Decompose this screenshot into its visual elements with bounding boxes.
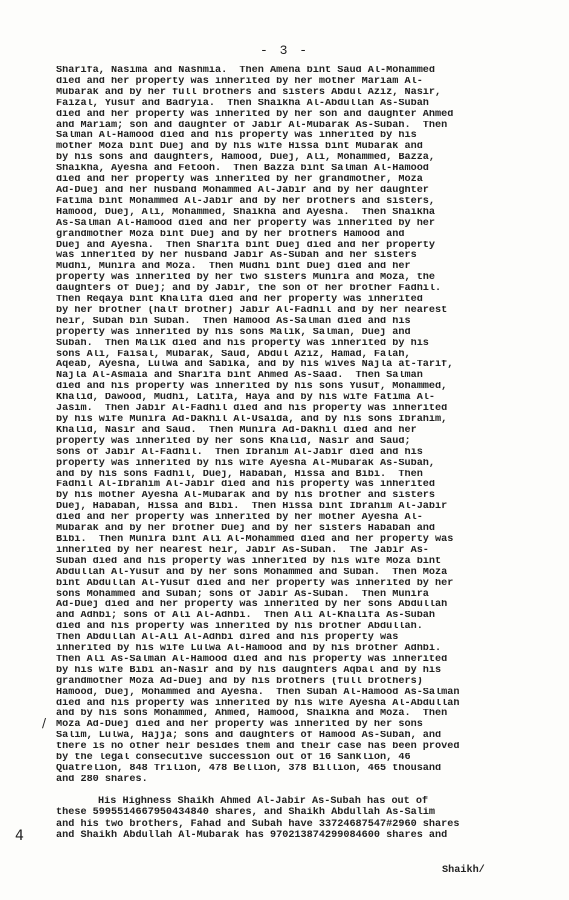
text-line: by his wife Bibi an-Nasir and by his daughters Aqbal and by his	[56, 665, 442, 676]
text-line: Fadhil Al-Ibrahim Al-Jabir died and his property was inherited	[56, 480, 436, 491]
text-line: and by his sons Mohammed, Ahmed, Hamood, Shaikha and Moza. Then	[56, 709, 448, 720]
text-line: daughters of Duej; and by Jabir, the son of her brother Fadhil.	[56, 284, 442, 295]
text-line: was inherited by her husband Jabir As-Subah and her sisters	[56, 251, 417, 262]
text-line: Hamood, Duej, Mohammed and Ayesha. Then Subah Al-Hamood As-Salman	[56, 687, 460, 698]
text-line: by his mother Ayesha Al-Mubarak and by his brother and sisters	[56, 491, 436, 502]
text-line: Bibi. Then Munira bint Ali Al-Mohammed died and her property was	[56, 534, 454, 545]
text-line: died and her property was inherited by her mother Mariam Al-	[56, 76, 423, 87]
text-line: died and his property was inherited by his sons Yusuf, Mohammed,	[56, 382, 448, 393]
text-line: died and his property was inherited by his brother Abdullah.	[56, 622, 423, 633]
text-line: His Highness Shaikh Ahmed Al-Jabir As-Subah has out of	[98, 796, 429, 807]
text-line: there is no other heir besides them and their case has been proved	[56, 742, 460, 753]
text-line: Salman Al-Hamood died and his property was inherited by his	[56, 131, 417, 142]
text-line: Ad-Duej and her husband Mohammed Al-Jabir and by her daughter	[56, 185, 429, 196]
text-line: property was inherited by his wife Ayesha Al-Mubarak As-Subah,	[56, 458, 436, 469]
text-line: by the legal consecutive succession out of 16 Sanklion, 46	[56, 753, 411, 764]
text-line: grandmother Moza Ad-Duej and by his brothers (full brothers)	[56, 676, 423, 687]
page-number: - 3 -	[259, 43, 309, 58]
text-line: Abdullah Al-Yusuf and by her sons Mohammed and Subah. Then Moza	[56, 567, 448, 578]
text-line: Subah. Then Malik died and his property was inherited by his	[56, 338, 429, 349]
text-line: Khalid, Dawood, Mudhi, Latifa, Haya and by his wife Fatima Al-	[56, 393, 436, 404]
text-line: by his wife Munira Ad-Dakhil Al-Usaida, and by his sons Ibrahim,	[56, 415, 448, 425]
text-line: Quatrelion, 848 Trilion, 478 Bellion, 378 Billion, 465 thousand	[56, 764, 442, 774]
text-line: Aqeab, Ayesha, Lulwa and Sabika, and by his wives Najla at-Tarif,	[56, 360, 454, 371]
text-line: grandmother Moza bint Duej and by her brothers Hamood and	[56, 229, 405, 240]
text-line: Then Abdullah Al-Ali Al-Adhbi dired and his property was	[56, 633, 399, 644]
text-line: property was inherited by her sons Khalid, Nasir and Saud;	[56, 436, 411, 447]
text-line: Khalid, Nasir and Saud. Then Munira Ad-Dakhil died and her	[56, 425, 417, 436]
text-line: died and her property was inherited by her son and daughter Ahmed	[56, 109, 454, 120]
text-line: Jasim. Then Jabir Al-Fadhil died and his property was inherited	[56, 404, 448, 415]
text-line: died and his property was inherited by his wife Ayesha Al-Abdullah	[56, 698, 460, 709]
text-line: property was inherited by his sons Malik, Salman, Duej and	[56, 327, 411, 338]
text-line: inherited by his wife Lulwa Al-Hamood and by his brother Adhbi.	[56, 644, 442, 655]
text-line: and by his sons Fadhil, Duej, Hababah, Hissa and Bibi. Then	[56, 469, 423, 480]
text-line: and 280 shares.	[56, 774, 148, 785]
text-line: Then Ali As-Salman Al-Hamood died and his property was inherited	[56, 654, 448, 665]
text-line: Sharifa, Nasima and Nashmia. Then Amena bint Saud Al-Mohammed	[56, 66, 436, 76]
text-line: Moza Ad-Duej died and her property was inherited by her sons	[56, 720, 423, 731]
next-page-catchword: Shaikh/	[442, 865, 485, 876]
text-line: Shaikha, Ayesha and Fetooh. Then Bazza bint Salman Al-Hamood	[56, 164, 429, 175]
text-line: Mudhi, Munira and Moza. Then Mudhi bint Duej died and her	[56, 262, 411, 273]
text-line: Duej and Ayesha. Then Sharifa bint Duej died and her property	[56, 240, 436, 251]
text-line: Ad-Duej died and her property was inherited by her sons Abdullah	[56, 600, 448, 611]
text-line: died and her property was inherited by her mother Ayesha Al-	[56, 513, 423, 524]
text-line: mother Moza bint Duej and by his wife Hissa bint Mubarak and	[56, 142, 423, 153]
text-line: Subah died and his property was inherited by his wife Moza bint	[56, 556, 442, 567]
text-line: As-Salman Al-Hamood died and her property was inherited by her	[56, 218, 436, 229]
text-line: these 5995514667950434840 shares, and Shaikh Abdullah As-Salim	[56, 807, 436, 819]
text-line: Hamood, Duej, Ali, Mohammed, Shaikha and Ayesha. Then Shaikha	[56, 207, 436, 218]
text-line: Then Reqaya bint Khalifa died and her property was inherited	[56, 295, 423, 306]
text-line: died and her property was inherited by her grandmother, Moza	[56, 175, 423, 186]
text-line: Faizal, Yusuf and Badryia. Then Shaikha Al-Abdullah As-Subah	[56, 98, 429, 109]
text-line: and Adhbi; sons of Ali Al-Adhbi. Then Ali Al-Khalifa As-Subah	[56, 611, 436, 622]
text-line: by his sons and daughters, Hamood, Duej, Ali, Mohammed, Bazza,	[56, 153, 436, 164]
margin-handwritten-mark: 4	[15, 828, 24, 844]
text-line: sons of Jabir Al-Fadhil. Then Ibrahim Al-Jabir died and his	[56, 447, 423, 458]
text-line: property was inherited by her two sisters Munira and Moza, the	[56, 273, 436, 284]
text-line: inherited by her nearest heir, Jabir As-Subah. The Jabir As-	[56, 545, 429, 556]
text-line: Fatima bint Mohammed Al-Jabir and by her brothers and sisters,	[56, 196, 436, 207]
margin-slash-mark: /	[42, 716, 47, 730]
text-line: and Shaikh Abdullah Al-Mubarak has 970213874299084600 shares and	[56, 829, 448, 841]
text-line: and his two brothers, Fahad and Subah have 33724687547#2960 shares	[56, 818, 460, 830]
text-line: Mubarak and by her brother Duej and by her sisters Hababah and	[56, 524, 436, 535]
text-line: Mubarak and by her full brothers and sisters Abdul Aziz, Nasir,	[56, 87, 442, 98]
text-line: bint Abdullah Al-Yusuf died and her property was inherited by her	[56, 578, 454, 589]
text-line: Najla Al-Asmaia and Sharifa bint Ahmed As-Saad. Then Salman	[56, 371, 423, 382]
text-line: Salim, Lulwa, Hajja; sons and daughters of Hamood As-Subah, and	[56, 731, 442, 742]
text-line: and Mariam; son and daughter of Jabir Al-Mubarak As-Subah. Then	[56, 120, 448, 131]
text-line: sons Mohammed and Subah; sons of Jabir As-Subah. Then Munira	[56, 589, 429, 600]
body-paragraph	[56, 66, 534, 786]
text-line: Duej, Hababah, Hissa and Bibi. Then Hissa bint Ibrahim Al-Jabir	[56, 502, 448, 513]
text-line: sons Ali, Faisal, Mubarak, Saud, Abdul Aziz, Hamad, Falah,	[56, 349, 411, 360]
text-line: heir, Subah bin Subah. Then Hamood As-Salman died and his	[56, 316, 411, 327]
closing-paragraph	[56, 796, 534, 841]
text-line: by her brother (half brother) Jabir Al-Fadhil and by her nearest	[56, 305, 448, 316]
